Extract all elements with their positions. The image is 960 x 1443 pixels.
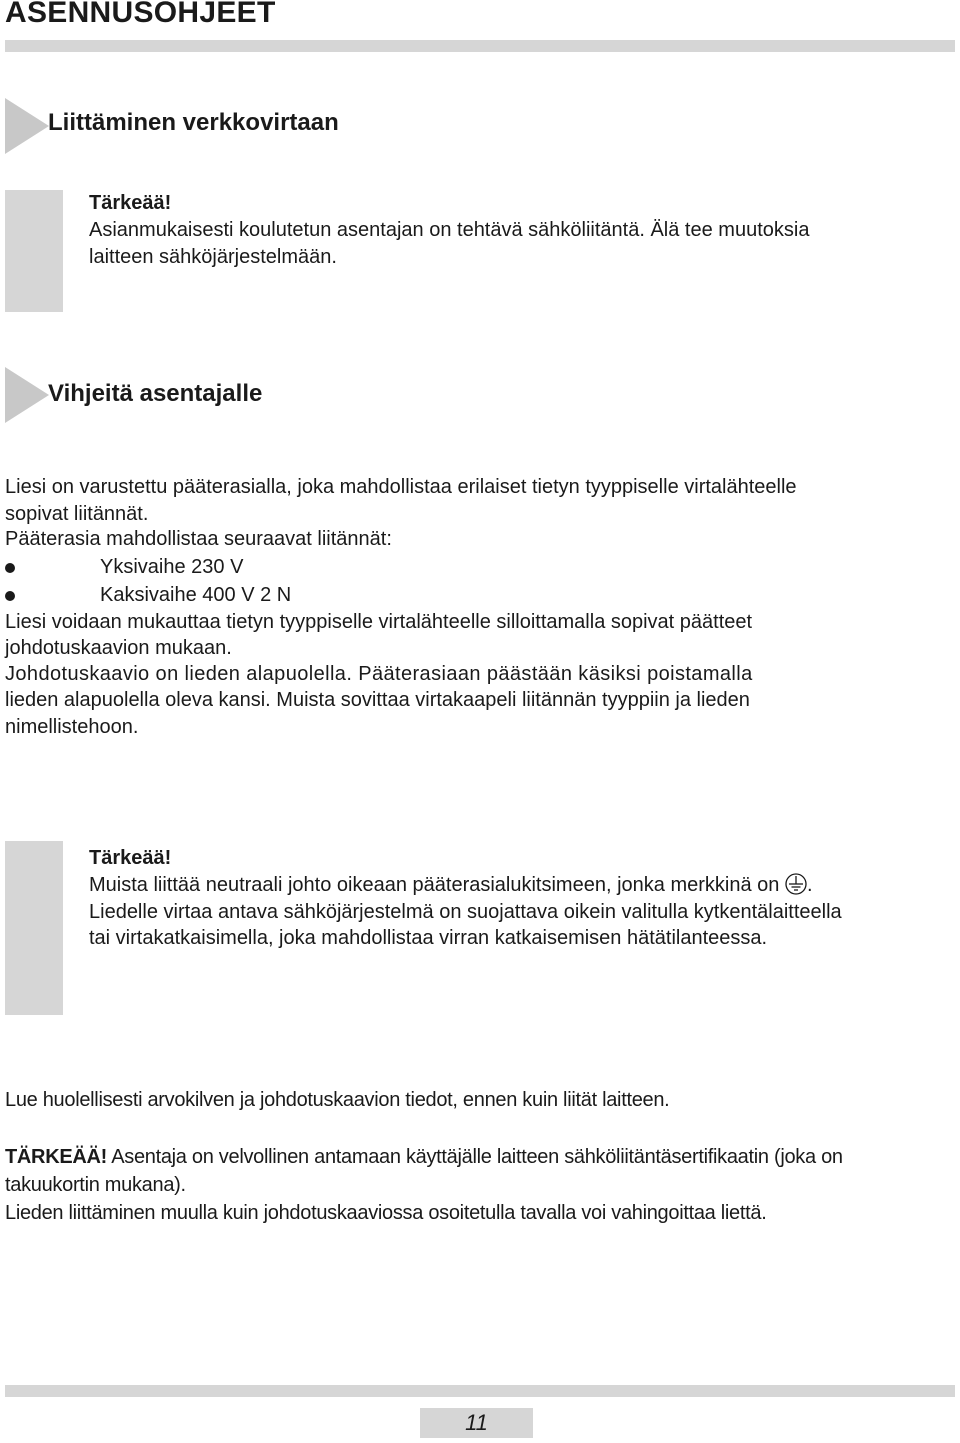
note-line-text: Muista liittää neutraali johto oikeaan pääterasialukitsimeen, jonka merkkinä on — [89, 874, 780, 896]
paragraph-line — [5, 1144, 955, 1171]
list-item — [5, 582, 945, 609]
list-item-label: Yksivaihe 230 V — [100, 556, 244, 578]
note-line: Asianmukaisesti koulutetun asentajan on tehtävä sähköliitäntä. Älä tee muutoksia — [89, 219, 810, 241]
page-number: 11 — [420, 1408, 533, 1438]
bullet-icon — [5, 591, 15, 601]
list-item-label: Kaksivaihe 400 V 2 N — [100, 584, 292, 606]
note-line — [89, 872, 953, 899]
header-rule — [5, 40, 955, 52]
note-line: tai virtakatkaisimella, joka mahdollistaa virran katkaisemisen hätätilanteessa. — [89, 927, 768, 949]
section-arrow-icon — [5, 367, 49, 423]
paragraph-line: Lieden liittäminen muulla kuin johdotuskaaviossa osoitetulla tavalla voi vahingoittaa liettä. — [5, 1202, 767, 1224]
paragraph-line: Lue huolellisesti arvokilven ja johdotuskaavion tiedot, ennen kuin liität laitteen. — [5, 1089, 670, 1111]
warning-label: TÄRKEÄÄ! — [5, 1146, 108, 1168]
bullet-icon — [5, 563, 15, 573]
note-title: Tärkeää! — [89, 192, 172, 214]
ground-symbol-icon — [785, 873, 807, 895]
page-title: ASENNUSOHJEET — [5, 0, 276, 29]
paragraph-line: Liesi on varustettu pääterasialla, joka mahdollistaa erilaiset tietyn tyyppiselle virtalähteelle — [5, 476, 797, 498]
note-line: Liedelle virtaa antava sähköjärjestelmä on suojattava oikein valitulla kytkentälaitteella — [89, 901, 842, 923]
note-sidebar — [5, 190, 63, 312]
footer-rule — [5, 1385, 955, 1397]
paragraph-line: lieden alapuolella oleva kansi. Muista sovittaa virtakaapeli liitännän tyyppiin ja lieden — [5, 689, 750, 711]
note-sidebar — [5, 841, 63, 1015]
note-line: laitteen sähköjärjestelmään. — [89, 246, 337, 268]
list-item — [5, 554, 945, 581]
warning-text: Asentaja on velvollinen antamaan käyttäjälle laitteen sähköliitäntäsertifikaatin (joka on — [107, 1146, 843, 1168]
section-heading-connection: Liittäminen verkkovirtaan — [48, 109, 339, 136]
paragraph-line: Johdotuskaavio on lieden alapuolella. Pääterasiaan päästään käsiksi poistamalla — [5, 663, 753, 685]
section-arrow-icon — [5, 98, 49, 154]
paragraph-line: Pääterasia mahdollistaa seuraavat liitännät: — [5, 528, 392, 550]
note-title: Tärkeää! — [89, 847, 172, 869]
note-line-text: . — [806, 874, 813, 896]
section-heading-tips: Vihjeitä asentajalle — [48, 380, 263, 407]
paragraph-line: Liesi voidaan mukauttaa tietyn tyyppiselle virtalähteelle silloittamalla sopivat päätteet — [5, 611, 753, 633]
paragraph-line: nimellistehoon. — [5, 716, 139, 738]
paragraph-line: johdotuskaavion mukaan. — [5, 637, 232, 659]
paragraph-line: sopivat liitännät. — [5, 503, 149, 525]
paragraph-line: takuukortin mukana). — [5, 1174, 186, 1196]
